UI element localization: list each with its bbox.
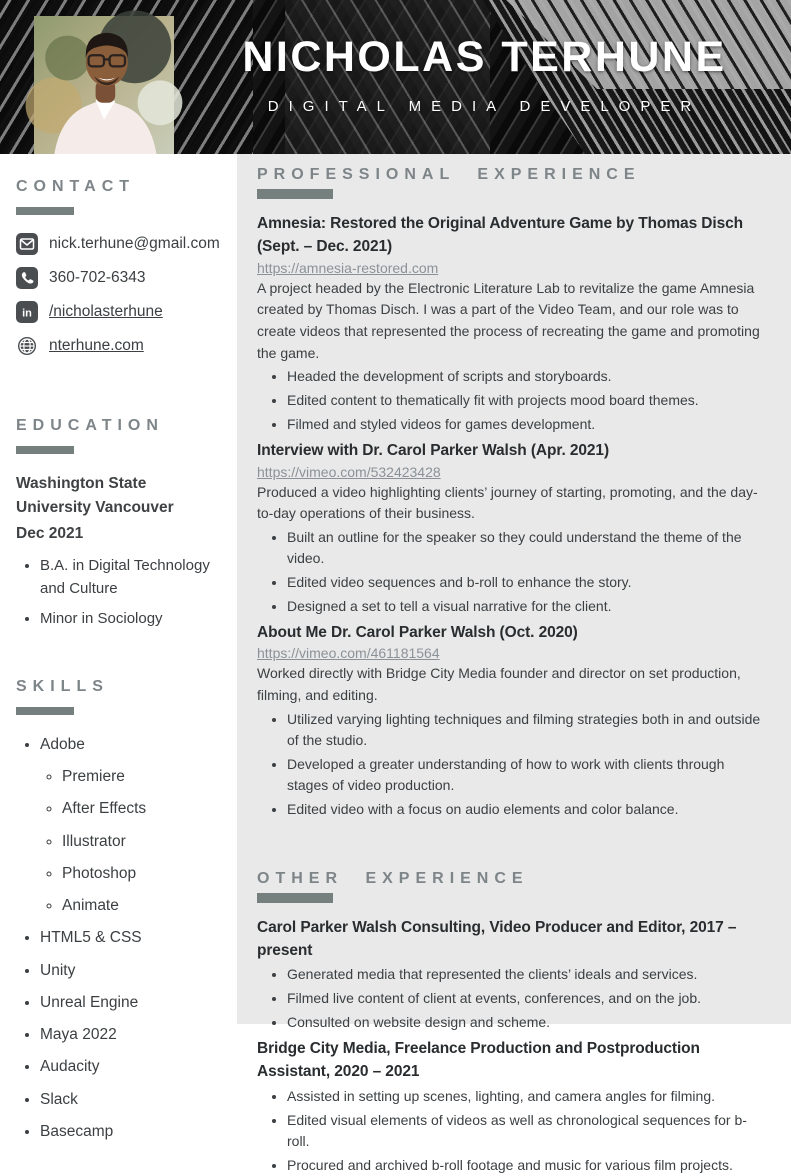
contact-phone: 360-702-6343 [49, 269, 146, 287]
skill-item: • Maya 2022 [40, 1023, 223, 1046]
heading-underline [16, 446, 74, 454]
entry-bullet: • Edited content to thematically fit with projects mood board themes. [287, 390, 765, 411]
entry-bullet-list [257, 709, 765, 820]
entry-title: Bridge City Media, Freelance Production and Postproduction Assistant, 2020 – 2021 [257, 1037, 765, 1084]
heading-underline [16, 707, 74, 715]
professional-experience-section [257, 166, 765, 820]
entry-bullet: • Generated media that represented the clients’ ideals and services. [287, 964, 765, 985]
job-title: DIGITAL MEDIA DEVELOPER [190, 98, 779, 115]
contact-row-email [16, 233, 223, 255]
skills-list [16, 733, 223, 1143]
skill-subitem: ◦ After Effects [62, 797, 223, 820]
skill-item: • Unreal Engine [40, 991, 223, 1014]
entry-bullet: • Filmed live content of client at events, conferences, and on the job. [287, 988, 765, 1009]
skill-subitem: ◦ Premiere [62, 765, 223, 788]
entry-link[interactable]: https://vimeo.com/461181564 [257, 645, 440, 661]
entry-bullet: • Edited video sequences and b-roll to enhance the story. [287, 572, 765, 593]
school-name: Washington State University Vancouver [16, 472, 223, 520]
header-text [190, 33, 779, 115]
entry-description: Produced a video highlighting clients’ journey of starting, promoting, and the day-to-day operations of their business. [257, 482, 765, 525]
entry-bullet: • Utilized varying lighting techniques and filming strategies both in and outside of the studio. [287, 709, 765, 751]
contact-row-phone [16, 267, 223, 289]
education-heading: EDUCATION [16, 417, 223, 435]
entry-title: Amnesia: Restored the Original Adventure Game by Thomas Disch (Sept. – Dec. 2021) [257, 212, 765, 259]
entry-bullet-list [257, 527, 765, 617]
entry-title: About Me Dr. Carol Parker Walsh (Oct. 2020) [257, 621, 765, 644]
entry-bullet-list [257, 366, 765, 435]
other-experience-heading: OTHER EXPERIENCE [257, 870, 765, 888]
skill-subitem: ◦ Illustrator [62, 830, 223, 853]
experience-entry [257, 212, 765, 435]
main-content [237, 154, 791, 1024]
contact-heading: CONTACT [16, 178, 223, 196]
entry-bullet: • Developed a greater understanding of how to work with clients through stages of video production. [287, 754, 765, 796]
other-experience-section [257, 870, 765, 1176]
skills-heading: SKILLS [16, 678, 223, 696]
skill-item: • Unity [40, 959, 223, 982]
contact-website-link[interactable]: nterhune.com [49, 337, 144, 355]
sidebar [0, 154, 237, 1024]
skill-item: • Basecamp [40, 1120, 223, 1143]
entry-bullet-list [257, 1086, 765, 1176]
skill-item: • Adobe ◦ Premiere ◦ After Effects ◦ Illustrator ◦ Photoshop ◦ Animate [40, 733, 223, 918]
contact-row-website [16, 335, 223, 357]
entry-link[interactable]: https://vimeo.com/532423428 [257, 464, 441, 480]
linkedin-icon [16, 301, 38, 323]
skills-section [16, 678, 223, 1143]
skill-item: • Audacity [40, 1055, 223, 1078]
skill-subitem: ◦ Animate [62, 894, 223, 917]
entry-bullet: • Headed the development of scripts and storyboards. [287, 366, 765, 387]
entry-bullet: • Edited video with a focus on audio elements and color balance. [287, 799, 765, 820]
entry-description: A project headed by the Electronic Literature Lab to revitalize the game Amnesia created by Thomas Disch. I was a part of the Video Team, and our role was to create videos that represented the process of recreating the game and promoting the game. [257, 278, 765, 365]
contact-linkedin-link[interactable]: /nicholasterhune [49, 303, 163, 321]
email-icon [16, 233, 38, 255]
heading-underline [16, 207, 74, 215]
heading-underline [257, 893, 333, 903]
entry-title: Interview with Dr. Carol Parker Walsh (Apr. 2021) [257, 439, 765, 462]
skill-item: • HTML5 & CSS [40, 926, 223, 949]
entry-bullet: • Designed a set to tell a visual narrative for the client. [287, 596, 765, 617]
heading-underline [257, 189, 333, 199]
skill-item: • Slack [40, 1088, 223, 1111]
entry-bullet: • Procured and archived b-roll footage and music for various film projects. [287, 1155, 765, 1176]
education-list [16, 554, 223, 630]
header [0, 0, 791, 154]
experience-entry [257, 621, 765, 820]
entry-bullet: • Built an outline for the speaker so they could understand the theme of the video. [287, 527, 765, 569]
entry-bullet: • Filmed and styled videos for games development. [287, 414, 765, 435]
experience-entry [257, 1037, 765, 1176]
person-name: NICHOLAS TERHUNE [190, 33, 779, 82]
phone-icon [16, 267, 38, 289]
education-bullet: • Minor in Sociology [40, 607, 223, 630]
skill-sublist [40, 765, 223, 917]
education-bullet: • B.A. in Digital Technology and Culture [40, 554, 223, 601]
graduation-date: Dec 2021 [16, 522, 223, 546]
globe-icon [16, 335, 38, 357]
contact-email: nick.terhune@gmail.com [49, 235, 220, 253]
entry-link[interactable]: https://amnesia-restored.com [257, 260, 438, 276]
skill-subitem: ◦ Photoshop [62, 862, 223, 885]
profile-photo [34, 16, 174, 156]
entry-description: Worked directly with Bridge City Media founder and director on set production, filming, and editing. [257, 663, 765, 706]
education-section [16, 417, 223, 630]
svg-text:in: in [22, 308, 32, 320]
experience-entry [257, 439, 765, 617]
experience-entry [257, 916, 765, 1034]
entry-title: Carol Parker Walsh Consulting, Video Producer and Editor, 2017 – present [257, 916, 765, 963]
entry-bullet-list [257, 964, 765, 1033]
entry-bullet: • Edited visual elements of videos as well as chronological sequences for b-roll. [287, 1110, 765, 1152]
contact-section [16, 178, 223, 357]
contact-row-linkedin [16, 301, 223, 323]
professional-experience-heading: PROFESSIONAL EXPERIENCE [257, 166, 765, 184]
entry-bullet: • Consulted on website design and scheme. [287, 1012, 765, 1033]
entry-bullet: • Assisted in setting up scenes, lighting, and camera angles for filming. [287, 1086, 765, 1107]
